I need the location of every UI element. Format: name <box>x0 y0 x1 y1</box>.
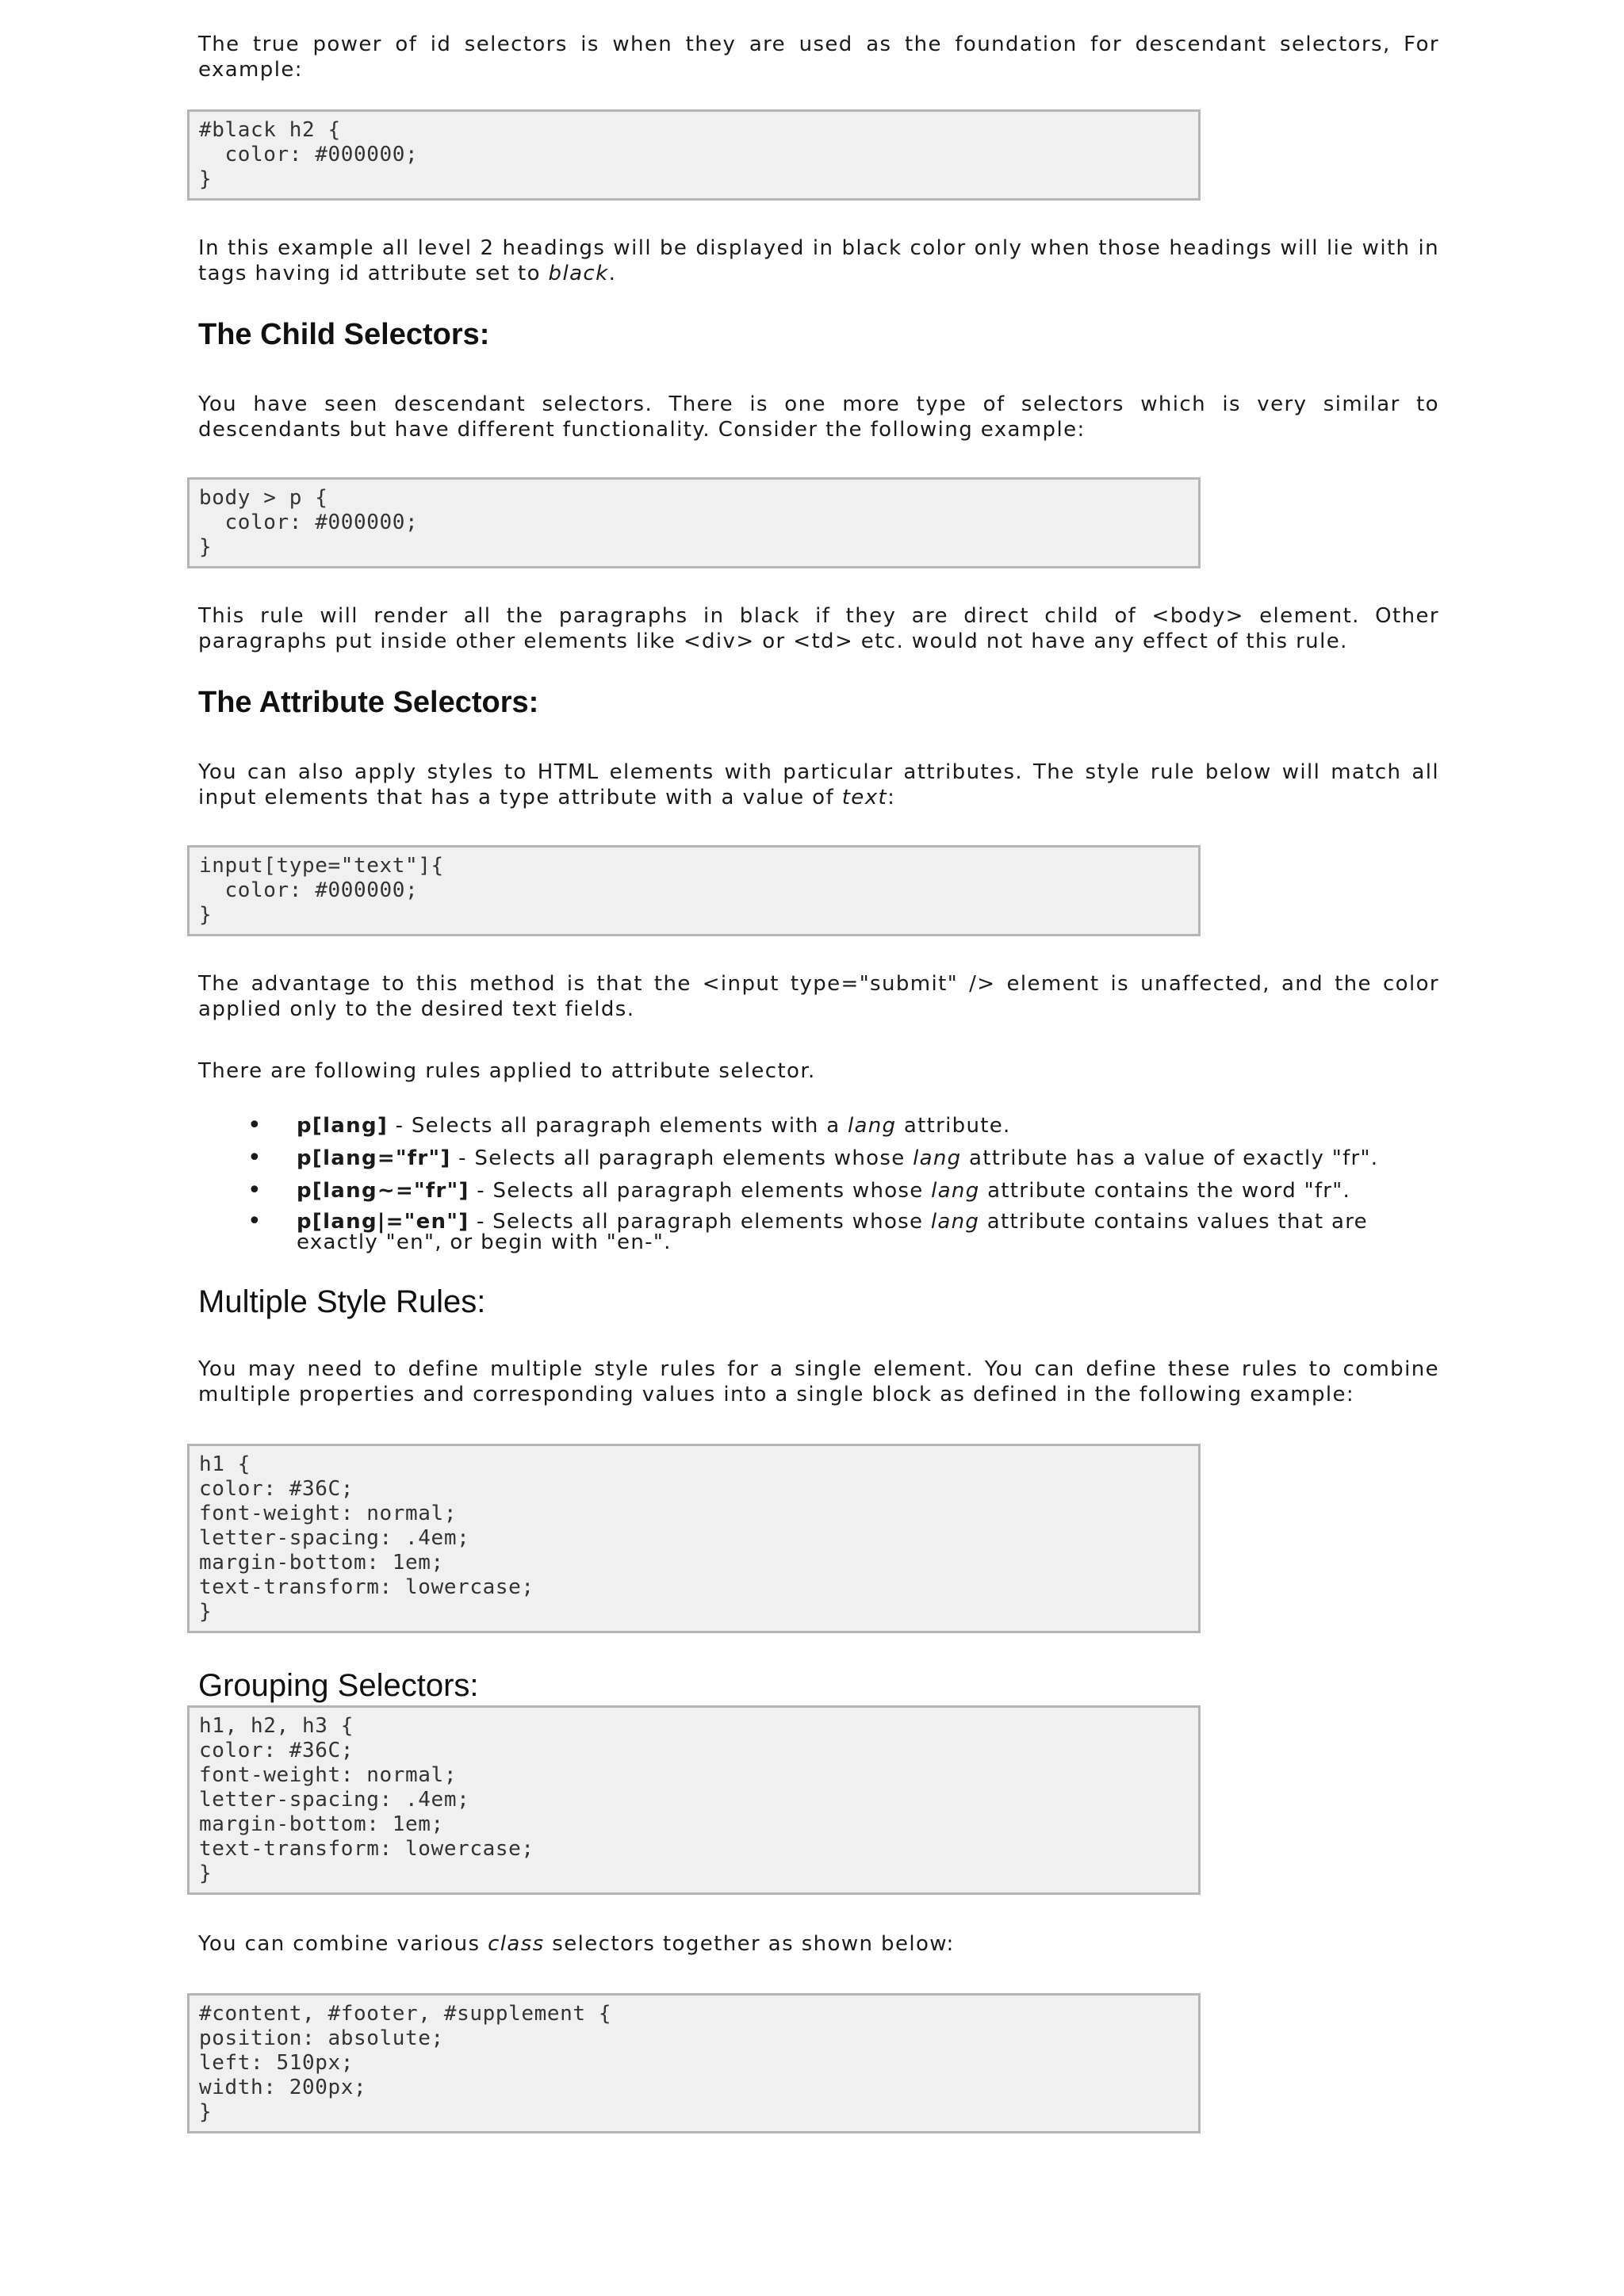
list-item <box>247 1177 1439 1204</box>
text: . <box>608 262 617 285</box>
italic-term: text <box>841 786 888 809</box>
text: : <box>887 786 896 809</box>
text: - Selects all paragraph elements with a <box>388 1114 848 1138</box>
text: You can also apply styles to HTML elements with particular attributes. The style rule below will match all input elements that has a type attribute with a value of <box>198 760 1439 809</box>
document-page <box>198 32 1439 2133</box>
code-line: } <box>199 1862 213 1885</box>
text: - Selects all paragraph elements whose <box>469 1179 932 1203</box>
code-line: h1, h2, h3 { <box>199 1714 354 1738</box>
italic-term: lang <box>913 1146 962 1170</box>
text: You can combine various <box>198 1932 488 1956</box>
black-explanation-paragraph <box>198 235 1439 286</box>
italic-term: lang <box>848 1114 897 1138</box>
code-block-multiple <box>187 1444 1201 1633</box>
code-line: } <box>199 535 213 559</box>
code-line: #content, #footer, #supplement { <box>199 2002 612 2026</box>
attribute-rules-intro: There are following rules applied to attribute selector. <box>198 1059 816 1083</box>
code-line: #black h2 { <box>199 118 341 142</box>
selector-code: p[lang] <box>297 1114 389 1138</box>
code-line: body > p { <box>199 486 328 510</box>
list-item <box>247 1144 1439 1172</box>
attribute-selectors-heading: The Attribute Selectors: <box>198 686 539 719</box>
class-combine-paragraph <box>198 1931 1439 1957</box>
text: - Selects all paragraph elements whose <box>450 1146 914 1170</box>
code-line: position: absolute; <box>199 2026 444 2050</box>
code-line: width: 200px; <box>199 2076 367 2099</box>
code-line: left: 510px; <box>199 2051 354 2075</box>
multiple-style-rules-heading: Multiple Style Rules: <box>198 1284 486 1319</box>
text: In this example all level 2 headings will be displayed in black color only when those headings will lie with in tags having id attribute set to <box>198 236 1439 285</box>
code-line: font-weight: normal; <box>199 1502 458 1525</box>
attribute-rules-list <box>198 1114 1439 1253</box>
code-line: color: #000000; <box>199 878 419 902</box>
child-intro-paragraph: You have seen descendant selectors. There is one more type of selectors which is very similar to descendants but have different functionality. Consider the following example: <box>198 392 1439 442</box>
text: attribute contains values that are exactly "en", or begin with "en-". <box>297 1210 1368 1254</box>
code-block-class <box>187 1993 1201 2133</box>
code-line: text-transform: lowercase; <box>199 1575 534 1599</box>
bullet-icon: • <box>247 1144 262 1172</box>
code-line: color: #000000; <box>199 143 419 166</box>
child-selectors-heading: The Child Selectors: <box>198 318 490 351</box>
grouping-selectors-heading: Grouping Selectors: <box>198 1668 479 1703</box>
multiple-rules-paragraph: You may need to define multiple style rules for a single element. You can define these rules to combine multiple properties and corresponding values into a single block as defined in the following example: <box>198 1357 1439 1406</box>
code-line: margin-bottom: 1em; <box>199 1812 444 1836</box>
code-line: text-transform: lowercase; <box>199 1837 534 1861</box>
attribute-advantage-paragraph: The advantage to this method is that the <input type="submit" /> element is unaffected, and the color applied only to the desired text fields. <box>198 972 1439 1021</box>
selector-code: p[lang="fr"] <box>297 1146 451 1170</box>
list-item <box>247 1207 1439 1254</box>
text: - Selects all paragraph elements whose <box>469 1210 931 1234</box>
selector-code: p[lang~="fr"] <box>297 1179 469 1203</box>
code-line: } <box>199 167 213 191</box>
code-line: color: #36C; <box>199 1739 354 1762</box>
list-item <box>247 1112 1439 1139</box>
code-line: } <box>199 1600 213 1624</box>
italic-term: lang <box>930 1210 980 1234</box>
code-line: font-weight: normal; <box>199 1763 458 1787</box>
code-block-black-h2 <box>187 109 1201 201</box>
text: selectors together as shown below: <box>544 1932 955 1956</box>
code-line: letter-spacing: .4em; <box>199 1526 470 1550</box>
bullet-icon: • <box>247 1112 262 1139</box>
child-explanation-paragraph: This rule will render all the paragraphs in black if they are direct child of <body> element. Other paragraphs put inside other elements like <div> or <td> etc. would not have any effect of this rule. <box>198 604 1439 653</box>
code-line: } <box>199 2100 213 2124</box>
code-line: input[type="text"]{ <box>199 854 444 878</box>
text: attribute contains the word "fr". <box>979 1179 1351 1203</box>
code-block-attribute <box>187 845 1201 936</box>
text: attribute has a value of exactly "fr". <box>961 1146 1379 1170</box>
selector-code: p[lang|="en"] <box>297 1210 469 1234</box>
code-line: color: #36C; <box>199 1477 354 1501</box>
code-block-child <box>187 477 1201 568</box>
bullet-icon: • <box>247 1207 262 1235</box>
bullet-icon: • <box>247 1177 262 1204</box>
code-line: color: #000000; <box>199 511 419 534</box>
code-line: letter-spacing: .4em; <box>199 1788 470 1812</box>
code-line: margin-bottom: 1em; <box>199 1551 444 1575</box>
italic-term: lang <box>931 1179 980 1203</box>
text: attribute. <box>896 1114 1011 1138</box>
italic-term: class <box>488 1932 545 1956</box>
attribute-intro-paragraph <box>198 760 1439 810</box>
italic-term: black <box>548 262 609 285</box>
code-block-grouping <box>187 1705 1201 1895</box>
code-line: h1 { <box>199 1452 251 1476</box>
code-line: } <box>199 903 213 927</box>
intro-paragraph: The true power of id selectors is when they are used as the foundation for descendant selectors, For example: <box>198 33 1439 82</box>
